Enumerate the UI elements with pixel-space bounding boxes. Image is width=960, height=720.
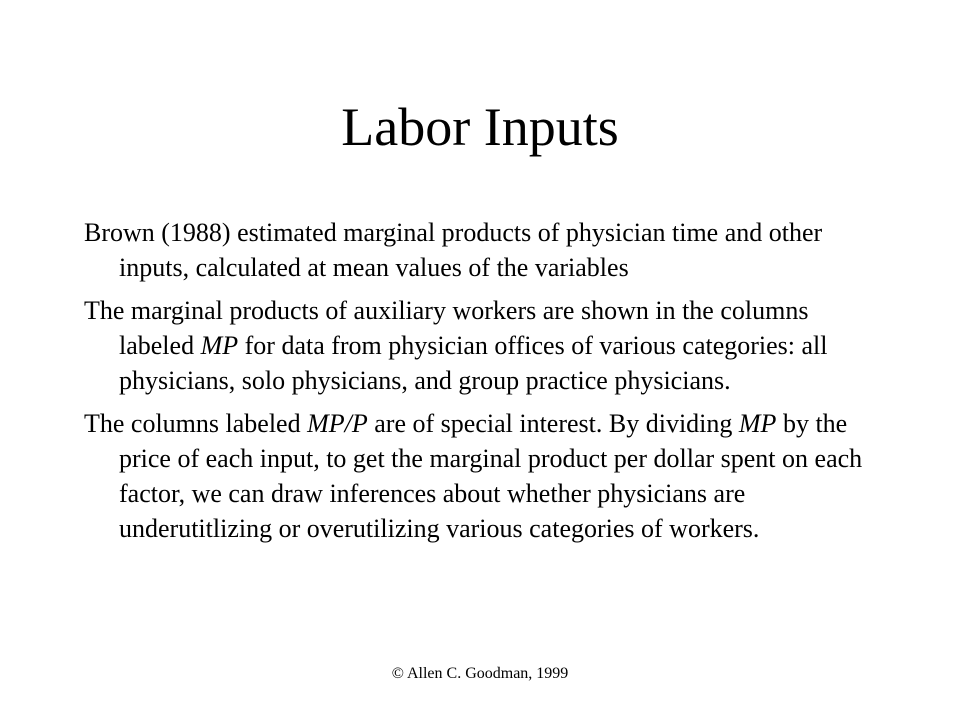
paragraph-3-term-mp: MP <box>738 409 777 438</box>
paragraph-2-term-mp: MP <box>200 331 239 360</box>
copyright-footer: © Allen C. Goodman, 1999 <box>391 665 569 682</box>
paragraph-3-text-b: are of special interest. By dividing <box>367 409 739 438</box>
paragraph-2-text-b: for data from physician offices of various categories: all physicians, solo physicians, and group practice physicians. <box>119 331 828 395</box>
paragraph-3 <box>84 406 884 546</box>
paragraph-1 <box>84 215 884 285</box>
paragraph-3-text-c: by the price of each input, to get the marginal product per dollar spent on each factor, we can draw inferences about whether physicians are underutitlizing or overutilizing various categories of workers. <box>119 409 863 543</box>
paragraph-3-text-a: The columns labeled <box>84 409 308 438</box>
slide-title: Labor Inputs <box>341 97 619 157</box>
paragraph-2-text-a: The marginal products of auxiliary workers are shown in the columns labeled <box>84 296 809 360</box>
paragraph-1-text: Brown (1988) estimated marginal products of physician time and other inputs, calculated at mean values of the variables <box>84 218 823 282</box>
paragraph-3-term-mp-p: MP/P <box>307 409 368 438</box>
paragraph-2 <box>84 293 884 398</box>
slide-body <box>84 215 884 554</box>
